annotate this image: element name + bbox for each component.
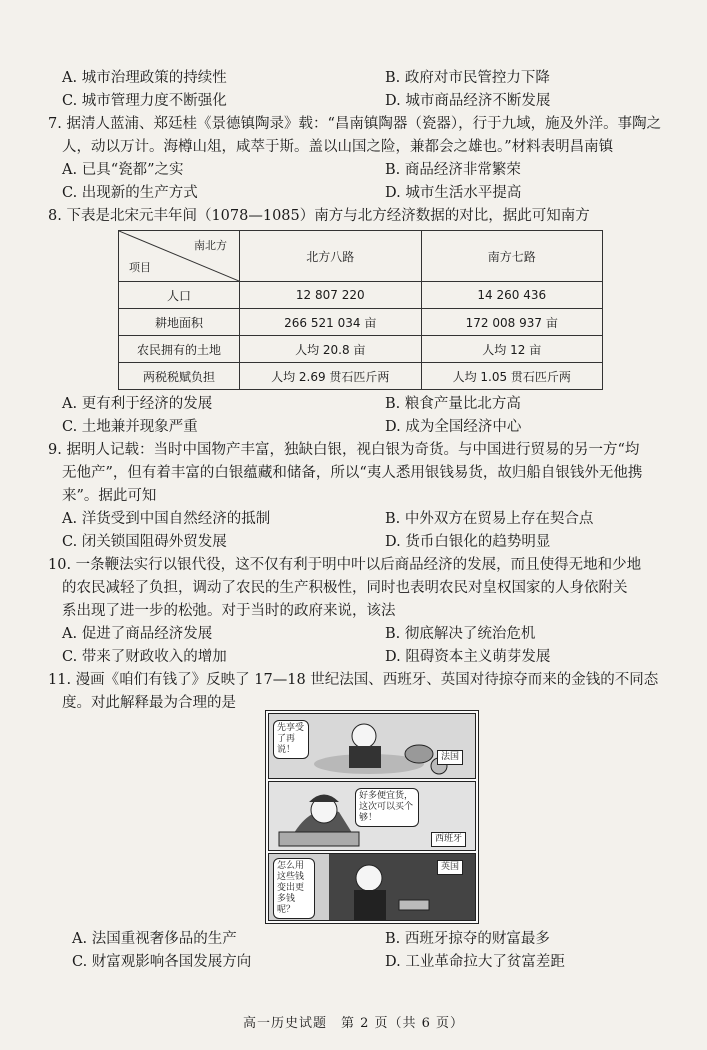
q10-stem-line2: 的农民减轻了负担，调动了农民的生产积极性，同时也表明农民对皇权国家的人身依附关: [62, 580, 628, 596]
q10-option-a: A. 促进了商品经济发展: [62, 626, 213, 642]
q10-option-b: B. 彻底解决了统治危机: [385, 626, 536, 642]
france-speech-bubble: 先享受了再说！: [273, 720, 309, 759]
q7-option-c: C. 出现新的生产方式: [62, 185, 198, 201]
spain-speech-bubble: 好多便宜货，这次可以买个够！: [355, 788, 419, 827]
q8-option-b: B. 粮食产量比北方高: [385, 396, 521, 412]
q11-stem-line2: 度。对此解释最为合理的是: [62, 695, 236, 711]
comic-image: [265, 710, 479, 924]
q7-stem-line2: 人，动以万计。海樽山俎，咸萃于斯。盖以山国之险，兼都会之雄也。”材料表明昌南镇: [62, 139, 614, 155]
row-label: 两税税赋负担: [119, 363, 240, 390]
cell-south: 人均 1.05 贯石匹斤两: [421, 363, 603, 390]
cell-north: 266 521 034 亩: [240, 309, 422, 336]
q8-stem: 8. 下表是北宋元丰年间（1078—1085）南方与北方经济数据的对比，据此可知南方: [48, 208, 590, 224]
q10-stem-line1: 10. 一条鞭法实行以银代役，这不仅有利于明中叶以后商品经济的发展，而且使得无地和少地: [48, 557, 642, 573]
q9-option-c: C. 闭关锁国阻碍外贸发展: [62, 534, 227, 550]
page-footer: 高一历史试题 第 2 页（共 6 页）: [242, 1016, 465, 1031]
q8-option-c: C. 土地兼并现象严重: [62, 419, 198, 435]
q10-stem-line3: 系出现了进一步的松弛。对于当时的政府来说，该法: [62, 603, 396, 619]
q6-option-d: D. 城市商品经济不断发展: [385, 93, 551, 109]
table-corner-cell: [119, 231, 240, 282]
q6-option-a: A. 城市治理政策的持续性: [62, 70, 227, 86]
table-row: [119, 363, 603, 390]
row-label: 农民拥有的土地: [119, 336, 240, 363]
corner-top-label: 南北方: [194, 239, 227, 252]
q6-option-c: C. 城市管理力度不断强化: [62, 93, 227, 109]
corner-bottom-label: 项目: [129, 261, 151, 274]
q11-option-a: A. 法国重视奢侈品的生产: [72, 931, 237, 947]
q7-stem-line1: 7. 据清人蓝浦、郑廷桂《景德镇陶录》载：“昌南镇陶器（瓷器），行于九域，施及外洋。事陶之: [48, 116, 662, 132]
q6-option-b: B. 政府对市民管控力下降: [385, 70, 550, 86]
q8-option-d: D. 成为全国经济中心: [385, 419, 522, 435]
table-row: [119, 282, 603, 309]
q7-option-a: A. 已具“瓷都”之实: [62, 162, 184, 178]
q7-option-d: D. 城市生活水平提高: [385, 185, 522, 201]
q7-option-b: B. 商品经济非常繁荣: [385, 162, 521, 178]
row-label: 人口: [119, 282, 240, 309]
cell-south: 人均 12 亩: [421, 336, 603, 363]
row-label: 耕地面积: [119, 309, 240, 336]
q11-option-d: D. 工业革命拉大了贫富差距: [385, 954, 565, 970]
q9-option-a: A. 洋货受到中国自然经济的抵制: [62, 511, 271, 527]
table-row: [119, 309, 603, 336]
q9-option-d: D. 货币白银化的趋势明显: [385, 534, 551, 550]
cell-south: 172 008 937 亩: [421, 309, 603, 336]
q11-stem-line1: 11. 漫画《咱们有钱了》反映了 17—18 世纪法国、西班牙、英国对待掠夺而来的金钱的不同态: [48, 672, 659, 688]
france-label: 法国: [437, 750, 463, 765]
cell-north: 人均 2.69 贯石匹斤两: [240, 363, 422, 390]
q9-stem-line3: 来”。据此可知: [62, 488, 157, 504]
q11-option-b: B. 西班牙掠夺的财富最多: [385, 931, 550, 947]
q10-option-d: D. 阻碍资本主义萌芽发展: [385, 649, 551, 665]
q10-option-c: C. 带来了财政收入的增加: [62, 649, 227, 665]
spain-label: 西班牙: [431, 832, 466, 847]
cell-north: 人均 20.8 亩: [240, 336, 422, 363]
col-header-south: 南方七路: [421, 231, 603, 282]
col-header-north: 北方八路: [240, 231, 422, 282]
q8-economic-table: [118, 230, 603, 390]
q9-stem-line1: 9. 据明人记载：当时中国物产丰富，独缺白银，视白银为奇货。与中国进行贸易的另一方“均: [48, 442, 640, 458]
q9-stem-line2: 无他产”，但有着丰富的白银蕴藏和储备，所以“夷人悉用银钱易货，故归船自银钱外无他携: [62, 465, 643, 481]
q9-option-b: B. 中外双方在贸易上存在契合点: [385, 511, 594, 527]
comic-panel-england: [268, 853, 476, 921]
comic-panel-spain: [268, 781, 476, 851]
table-row: [119, 336, 603, 363]
q8-option-a: A. 更有利于经济的发展: [62, 396, 213, 412]
q11-option-c: C. 财富观影响各国发展方向: [72, 954, 252, 970]
comic-panel-france: [268, 713, 476, 779]
england-speech-bubble: 怎么用这些钱变出更多钱呢？: [273, 858, 315, 919]
cell-north: 12 807 220: [240, 282, 422, 309]
cell-south: 14 260 436: [421, 282, 603, 309]
england-label: 英国: [437, 860, 463, 875]
